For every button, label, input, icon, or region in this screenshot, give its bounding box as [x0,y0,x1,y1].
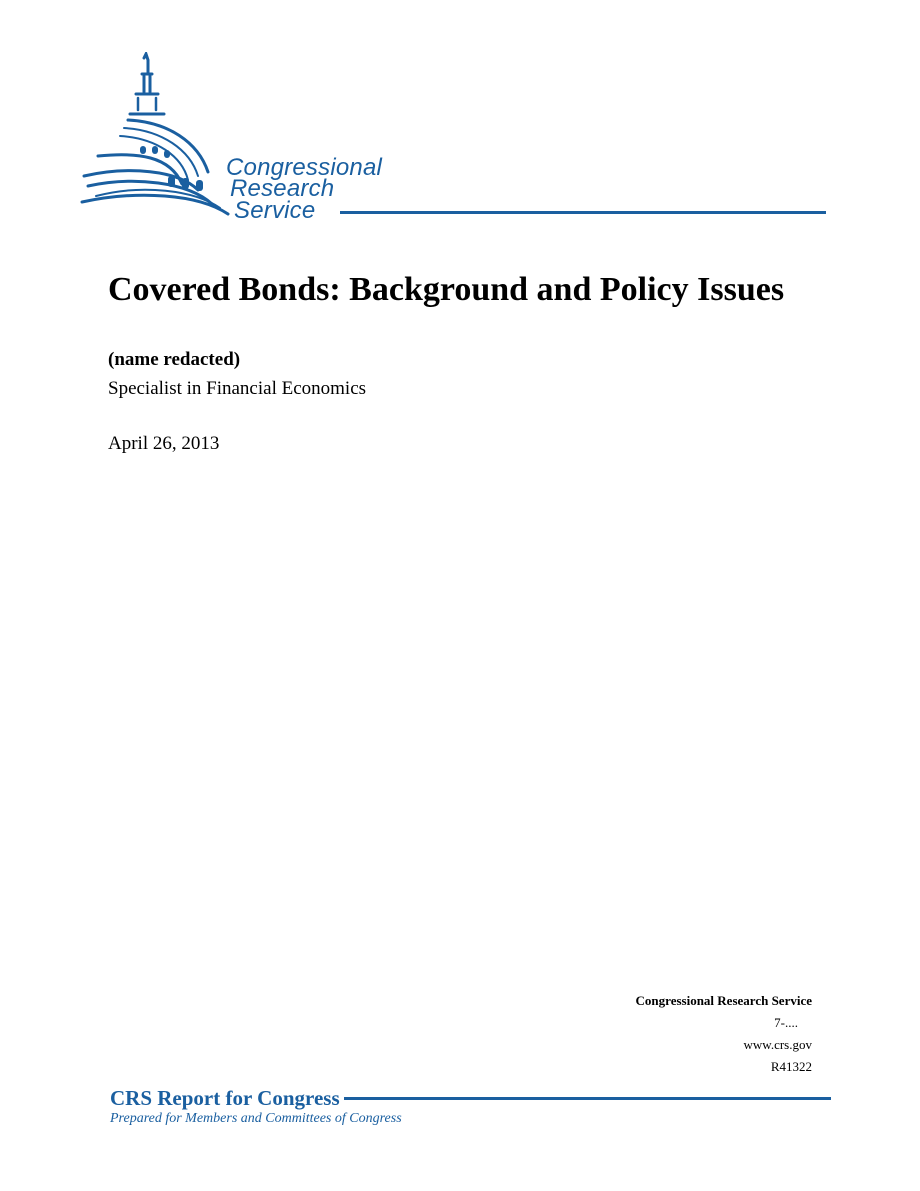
logo-text-congressional: Congressional [226,154,383,181]
crs-phone: 7-.... [774,1015,798,1030]
crs-info-block [636,990,812,1078]
crs-website: www.crs.gov [743,1037,812,1052]
capitol-dome-icon [78,52,238,222]
report-title: Covered Bonds: Background and Policy Issues [108,271,785,308]
logo-rule [340,211,826,214]
crs-organization: Congressional Research Service [635,993,812,1008]
author-title: Specialist in Financial Economics [108,378,367,399]
crs-logo [78,52,838,232]
crs-report-number: R41322 [770,1059,812,1074]
logo-text-research: Research [230,175,335,202]
footer-rule [340,1097,831,1100]
author-name: (name redacted) [108,349,241,370]
footer-subtitle: Prepared for Members and Committees of Congress [110,1111,402,1126]
footer-title: CRS Report for Congress [110,1085,344,1111]
logo-text-service: Service [234,197,316,224]
report-date: April 26, 2013 [108,433,220,454]
